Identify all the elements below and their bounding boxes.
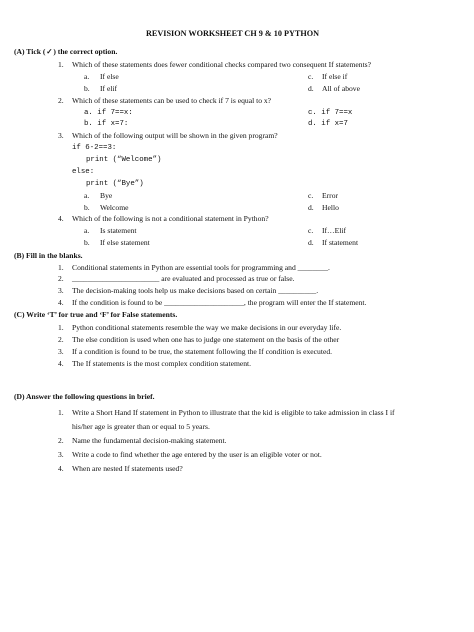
option-letter: c. [308, 226, 314, 235]
option-code: a. if 7==x: [84, 109, 133, 117]
option-text: All of above [322, 84, 360, 93]
list-number: 1. [58, 263, 64, 272]
option-text: If else statement [100, 238, 150, 247]
brief-question-continued: his/her age is greater than or equal to 5 years. [72, 422, 210, 431]
list-number: 4. [58, 359, 64, 368]
fill-blank-item: Conditional statements in Python are essential tools for programming and ________. [72, 263, 330, 272]
option-text: Hello [322, 203, 339, 212]
section-a-heading-prefix: (A) Tick ( [14, 47, 46, 56]
list-number: 3. [58, 450, 64, 459]
section-d-heading: (D) Answer the following questions in brief. [14, 392, 155, 401]
list-number: 2. [58, 274, 64, 283]
question-number: 2. [58, 96, 64, 105]
question-text: Which of these statements does fewer conditional checks compared two consequent If statements? [72, 60, 372, 69]
question-text: Which of the following output will be shown in the given program? [72, 131, 278, 140]
section-a-heading-suffix: ) the correct option. [53, 47, 118, 56]
section-c-heading: (C) Write ‘T’ for true and ‘F’ for False statements. [14, 310, 178, 319]
option-text: If else [100, 72, 119, 81]
true-false-item: Python conditional statements resemble the way we make decisions in our everyday life. [72, 323, 342, 332]
option-code: c. if 7==x [308, 109, 353, 117]
fill-blank-item: _______________________ are evaluated and processed as true or false. [72, 274, 295, 283]
list-number: 3. [58, 286, 64, 295]
list-number: 4. [58, 464, 64, 473]
option-text: Error [322, 191, 339, 200]
true-false-item: If a condition is found to be true, the statement following the If condition is executed. [72, 347, 333, 356]
option-letter: c. [308, 191, 314, 200]
question-number: 4. [58, 214, 64, 223]
list-number: 2. [58, 335, 64, 344]
option-text: If statement [322, 238, 359, 247]
option-code: b. if x=7: [84, 120, 129, 128]
option-letter: d. [308, 238, 314, 247]
question-text: Which of these statements can be used to check if 7 is equal to x? [72, 96, 272, 105]
brief-question: When are nested If statements used? [72, 464, 183, 473]
option-letter: b. [84, 84, 90, 93]
option-letter: b. [84, 203, 90, 212]
section-a-heading [14, 47, 117, 57]
fill-blank-item: The decision-making tools help us make decisions based on certain __________. [72, 286, 319, 295]
true-false-item: The else condition is used when one has to judge one statement on the basis of the other [72, 335, 340, 344]
code-line: else: [72, 168, 95, 176]
brief-question: Write a code to find whether the age entered by the user is an eligible voter or not. [72, 450, 322, 459]
fill-blank-item: If the condition is found to be _____________________, the program will enter the If statement. [72, 298, 367, 307]
list-number: 4. [58, 298, 64, 307]
question-number: 1. [58, 60, 64, 69]
question-number: 3. [58, 131, 64, 140]
option-letter: c. [308, 72, 314, 81]
option-text: If else if [322, 72, 348, 81]
option-letter: a. [84, 191, 90, 200]
brief-question: Name the fundamental decision-making statement. [72, 436, 227, 445]
worksheet-title: REVISION WORKSHEET CH 9 & 10 PYTHON [146, 29, 320, 38]
option-text: Welcome [100, 203, 129, 212]
option-letter: a. [84, 226, 90, 235]
true-false-item: The If statements is the most complex condition statement. [72, 359, 252, 368]
option-text: If elif [100, 84, 118, 93]
option-letter: d. [308, 84, 314, 93]
option-text: Is statement [100, 226, 137, 235]
brief-question: Write a Short Hand If statement in Python to illustrate that the kid is eligible to take admission in class I if [72, 408, 395, 417]
option-letter: a. [84, 72, 90, 81]
option-code: d. if x=7 [308, 120, 348, 128]
question-text: Which of the following is not a conditional statement in Python? [72, 214, 269, 223]
list-number: 2. [58, 436, 64, 445]
code-line: print (“Welcome”) [86, 156, 162, 164]
code-line: if 6-2==3: [72, 144, 117, 152]
code-line: print (“Bye”) [86, 180, 144, 188]
option-letter: b. [84, 238, 90, 247]
list-number: 3. [58, 347, 64, 356]
check-icon: ✓ [46, 47, 53, 56]
list-number: 1. [58, 323, 64, 332]
option-text: If…Elif [322, 226, 347, 235]
option-text: Bye [100, 191, 113, 200]
section-b-heading: (B) Fill in the blanks. [14, 251, 83, 260]
list-number: 1. [58, 408, 64, 417]
option-letter: d. [308, 203, 314, 212]
